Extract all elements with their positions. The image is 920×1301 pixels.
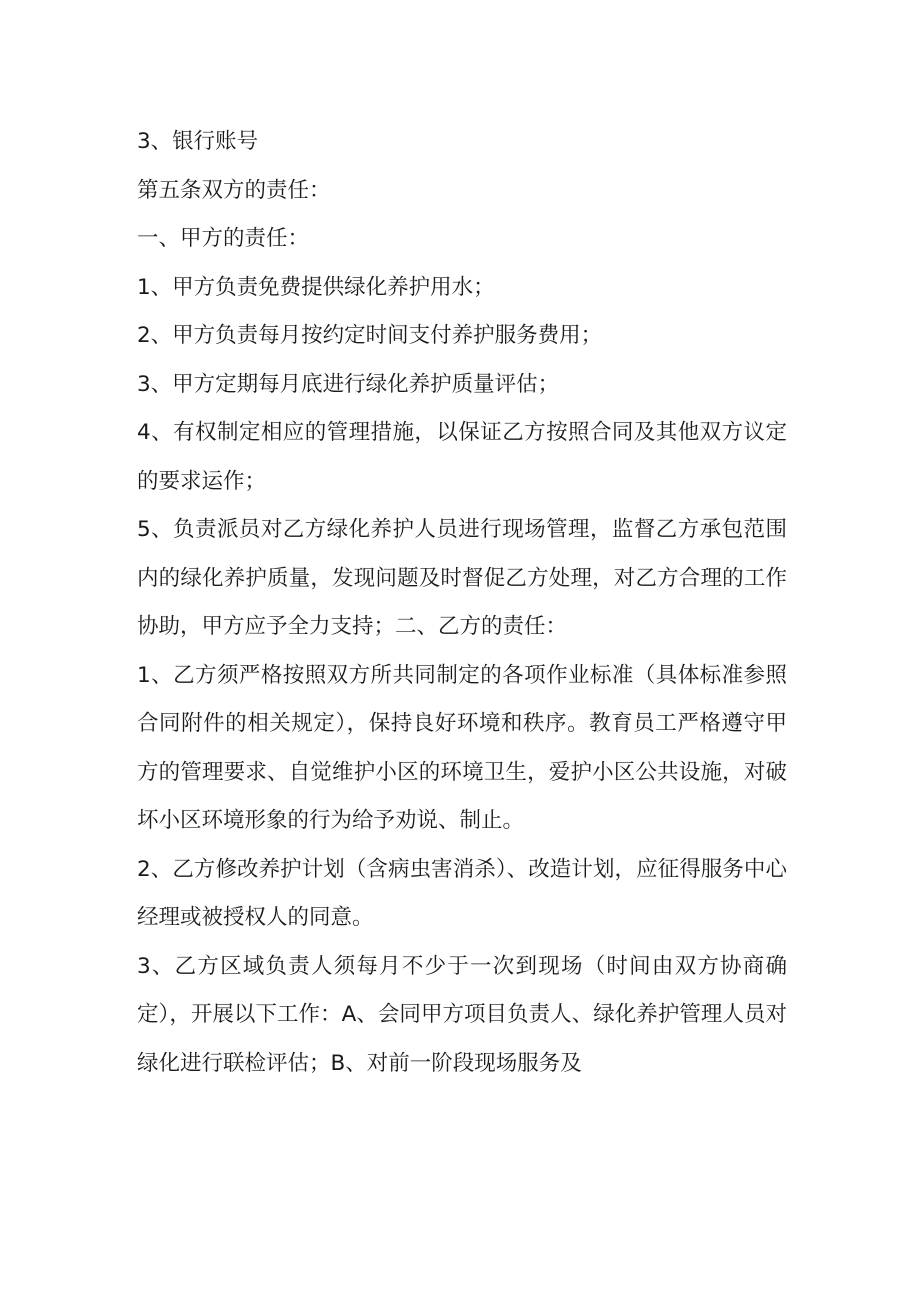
paragraph-party-b-item-2: 2、乙方修改养护计划（含病虫害消杀）、改造计划，应征得服务中心经理或被授权人的同意。 xyxy=(137,856,787,930)
document-body xyxy=(137,118,787,1088)
paragraph-party-b-item-1: 1、乙方须严格按照双方所共同制定的各项作业标准（具体标准参照合同附件的相关规定），保持良好环境和秩序。教育员工严格遵守甲方的管理要求、自觉维护小区的环境卫生，爱护小区公共设施，对破坏小区环境形象的行为给予劝说、制止。 xyxy=(137,662,787,833)
paragraph-party-a-heading: 一、甲方的责任： xyxy=(137,226,310,251)
paragraph-party-a-item-4: 4、有权制定相应的管理措施，以保证乙方按照合同及其他双方议定的要求运作； xyxy=(137,420,787,494)
paragraph-party-a-item-2: 2、甲方负责每月按约定时间支付养护服务费用； xyxy=(137,323,603,348)
paragraph-party-b-item-3: 3、乙方区域负责人须每月不少于一次到现场（时间由双方协商确定），开展以下工作：A、会同甲方项目负责人、绿化养护管理人员对绿化进行联检评估；B、对前一阶段现场服务及 xyxy=(137,953,787,1076)
paragraph-party-a-item-5: 5、负责派员对乙方绿化养护人员进行现场管理，监督乙方承包范围内的绿化养护质量，发现问题及时督促乙方处理，对乙方合理的工作协助，甲方应予全力支持；二、乙方的责任： xyxy=(137,517,787,639)
paragraph-party-a-item-3: 3、甲方定期每月底进行绿化养护质量评估； xyxy=(137,371,560,397)
paragraph-party-a-item-1: 1、甲方负责免费提供绿化养护用水； xyxy=(137,274,495,300)
paragraph-article-five-heading: 第五条双方的责任： xyxy=(137,177,331,203)
paragraph-bank-account: 3、银行账号 xyxy=(137,129,259,154)
